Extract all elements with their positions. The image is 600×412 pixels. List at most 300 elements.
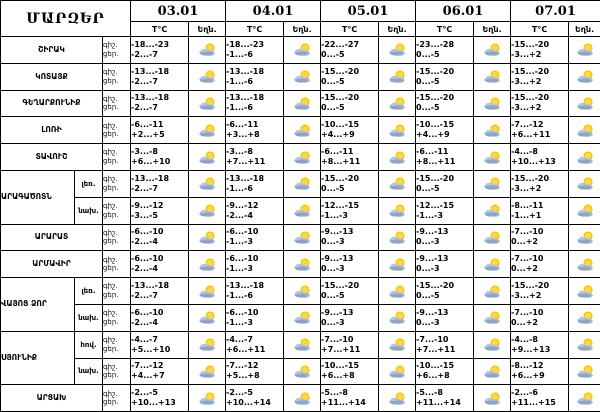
partly-cloudy-sun-icon <box>474 197 511 224</box>
day-temperature: -2...-4 <box>226 211 283 221</box>
temperature-range <box>131 170 189 197</box>
day-temperature: 0...-5 <box>416 50 473 60</box>
day-temperature: -2...-7 <box>131 184 188 194</box>
temperature-range <box>321 117 379 144</box>
partly-cloudy-sun-icon <box>379 170 416 197</box>
partly-cloudy-sun-icon <box>474 224 511 251</box>
night-temperature: -15...-20 <box>511 281 568 291</box>
night-temperature: -9...-13 <box>416 254 473 264</box>
region-row <box>1 90 600 117</box>
day-temperature: +3...+8 <box>226 130 283 140</box>
partly-cloudy-sun-icon <box>284 304 321 331</box>
night-temperature: -4...-7 <box>226 335 283 345</box>
night-temperature: -15...-20 <box>511 67 568 77</box>
night-label: գիշ. <box>103 41 130 50</box>
temperature-range <box>416 90 474 117</box>
night-temperature: -6...-10 <box>226 227 283 237</box>
region-row <box>1 63 600 90</box>
temperature-range <box>321 170 379 197</box>
partly-cloudy-sun-icon <box>379 331 416 358</box>
partly-cloudy-sun-icon <box>569 224 600 251</box>
partly-cloudy-sun-icon <box>284 251 321 278</box>
subregion-label: հով. <box>75 331 103 358</box>
day-temperature: -1...-6 <box>226 50 283 60</box>
partly-cloudy-sun-icon <box>569 144 600 171</box>
night-temperature: -10...-15 <box>321 120 378 130</box>
night-label: գիշ. <box>103 68 130 77</box>
region-row <box>1 117 600 144</box>
day-label: ցեր. <box>103 211 130 220</box>
day-temperature: -2...-7 <box>131 77 188 87</box>
day-temperature: -1...-6 <box>226 184 283 194</box>
temperature-range <box>416 170 474 197</box>
partly-cloudy-sun-icon <box>284 63 321 90</box>
partly-cloudy-sun-icon <box>474 37 511 64</box>
weather-column-header: Եղն. <box>189 22 226 37</box>
region-row <box>1 278 600 305</box>
day-label: ցեր. <box>103 77 130 86</box>
region-name: ՎԱՅՈՑ ՁՈՐ <box>1 278 75 332</box>
partly-cloudy-sun-icon <box>474 90 511 117</box>
temperature-range <box>226 251 284 278</box>
day-temperature: -2...-4 <box>131 318 188 328</box>
day-temperature: +4...+9 <box>321 130 378 140</box>
date-header: 03.01 <box>131 1 226 22</box>
day-temperature: +10...+13 <box>131 398 188 408</box>
temperature-range <box>416 197 474 224</box>
day-temperature: 0...-5 <box>416 103 473 113</box>
partly-cloudy-sun-icon <box>189 90 226 117</box>
temperature-range <box>416 117 474 144</box>
night-temperature: -13...-18 <box>131 174 188 184</box>
temperature-range <box>131 37 189 64</box>
day-temperature: 0...-5 <box>416 291 473 301</box>
region-row <box>1 37 600 64</box>
partly-cloudy-sun-icon <box>284 117 321 144</box>
night-temperature: -15...-20 <box>321 93 378 103</box>
region-name: ԱՐՑԱԽ <box>1 385 103 412</box>
partly-cloudy-sun-icon <box>284 144 321 171</box>
day-temperature: -3...+2 <box>511 50 568 60</box>
day-temperature: +8...+11 <box>321 157 378 167</box>
day-temperature: -3...+2 <box>511 291 568 301</box>
period-labels <box>103 144 131 171</box>
temperature-column-header: T°C <box>511 22 569 37</box>
day-temperature: -3...+2 <box>511 184 568 194</box>
day-temperature: 0...-5 <box>321 103 378 113</box>
date-header: 04.01 <box>226 1 321 22</box>
night-temperature: -7...-12 <box>131 361 188 371</box>
night-temperature: -15...-20 <box>511 93 568 103</box>
partly-cloudy-sun-icon <box>189 144 226 171</box>
temperature-range <box>226 63 284 90</box>
day-temperature: +2...+5 <box>131 130 188 140</box>
temperature-range <box>226 331 284 358</box>
night-temperature: -13...-18 <box>131 67 188 77</box>
region-name: ԳԵՂԱՐՔՈՒՆԻՔ <box>1 90 103 117</box>
night-temperature: -13...-18 <box>226 281 283 291</box>
partly-cloudy-sun-icon <box>474 117 511 144</box>
day-temperature: -1...-3 <box>226 237 283 247</box>
night-temperature: -7...-10 <box>416 335 473 345</box>
night-temperature: -4...-8 <box>511 147 568 157</box>
partly-cloudy-sun-icon <box>284 37 321 64</box>
partly-cloudy-sun-icon <box>474 144 511 171</box>
partly-cloudy-sun-icon <box>189 37 226 64</box>
night-temperature: -9...-12 <box>131 201 188 211</box>
region-row <box>1 170 600 197</box>
night-temperature: -9...-13 <box>321 254 378 264</box>
temperature-range <box>131 117 189 144</box>
temperature-range <box>511 251 569 278</box>
day-temperature: +6...+11 <box>511 130 568 140</box>
day-temperature: -2...-7 <box>131 291 188 301</box>
day-label: ցեր. <box>103 184 130 193</box>
temperature-range <box>131 90 189 117</box>
day-temperature: 0...-3 <box>321 264 378 274</box>
partly-cloudy-sun-icon <box>189 278 226 305</box>
night-temperature: -13...-18 <box>226 174 283 184</box>
temperature-range <box>511 117 569 144</box>
temperature-range <box>416 385 474 412</box>
partly-cloudy-sun-icon <box>284 90 321 117</box>
region-name: ԱՐԱՐԱՏ <box>1 224 103 251</box>
night-temperature: -15...-20 <box>321 281 378 291</box>
day-temperature: +4...+9 <box>416 130 473 140</box>
partly-cloudy-sun-icon <box>379 304 416 331</box>
region-name: ՇԻՐԱԿ <box>1 37 103 64</box>
night-label: գիշ. <box>103 202 130 211</box>
partly-cloudy-sun-icon <box>379 144 416 171</box>
day-label: ցեր. <box>103 237 130 246</box>
night-temperature: -3...-8 <box>226 147 283 157</box>
temperature-range <box>416 331 474 358</box>
day-temperature: -2...-4 <box>131 264 188 274</box>
temperature-range <box>321 144 379 171</box>
temperature-range <box>131 144 189 171</box>
night-temperature: -15...-20 <box>511 40 568 50</box>
partly-cloudy-sun-icon <box>189 63 226 90</box>
temperature-range <box>226 385 284 412</box>
temperature-range <box>226 144 284 171</box>
period-labels <box>103 90 131 117</box>
temperature-range <box>416 37 474 64</box>
day-temperature: -2...-7 <box>131 103 188 113</box>
subregion-label: նախ. <box>75 358 103 385</box>
day-temperature: +8...+11 <box>416 157 473 167</box>
day-label: ցեր. <box>103 318 130 327</box>
day-label: ցեր. <box>103 264 130 273</box>
night-temperature: -6...-10 <box>131 227 188 237</box>
night-temperature: -9...-13 <box>416 308 473 318</box>
partly-cloudy-sun-icon <box>569 37 600 64</box>
day-temperature: +11...+14 <box>416 398 473 408</box>
night-temperature: -15...-20 <box>321 174 378 184</box>
temperature-range <box>321 224 379 251</box>
night-label: գիշ. <box>103 95 130 104</box>
night-temperature: -15...-20 <box>321 67 378 77</box>
temperature-range <box>226 278 284 305</box>
day-temperature: -1...-6 <box>226 103 283 113</box>
night-temperature: -12...-15 <box>416 201 473 211</box>
partly-cloudy-sun-icon <box>284 197 321 224</box>
temperature-range <box>131 385 189 412</box>
temperature-range <box>131 278 189 305</box>
night-temperature: -13...-18 <box>131 281 188 291</box>
weather-column-header: Եղն. <box>474 22 511 37</box>
night-temperature: -9...-13 <box>416 227 473 237</box>
temperature-range <box>321 385 379 412</box>
day-temperature: -1...-6 <box>226 291 283 301</box>
day-temperature: -1...+1 <box>511 211 568 221</box>
temperature-range <box>226 90 284 117</box>
temperature-range <box>131 224 189 251</box>
day-temperature: +6...+8 <box>321 371 378 381</box>
temperature-column-header: T°C <box>416 22 474 37</box>
day-temperature: +11...+14 <box>321 398 378 408</box>
temperature-range <box>511 90 569 117</box>
partly-cloudy-sun-icon <box>474 170 511 197</box>
temperature-range <box>416 278 474 305</box>
day-temperature: 0...-5 <box>321 77 378 87</box>
temperature-range <box>416 304 474 331</box>
temperature-range <box>321 331 379 358</box>
night-label: գիշ. <box>103 175 130 184</box>
day-temperature: 0...-3 <box>416 237 473 247</box>
night-temperature: -12...-15 <box>321 201 378 211</box>
partly-cloudy-sun-icon <box>379 37 416 64</box>
day-temperature: 0...-3 <box>321 237 378 247</box>
weather-column-header: Եղն. <box>284 22 321 37</box>
night-temperature: -7...-12 <box>226 361 283 371</box>
day-temperature: +10...+14 <box>226 398 283 408</box>
day-label: ցեր. <box>103 371 130 380</box>
partly-cloudy-sun-icon <box>474 251 511 278</box>
day-temperature: +7...+11 <box>226 157 283 167</box>
subregion-label: լեռ. <box>75 278 103 305</box>
temperature-column-header: T°C <box>131 22 189 37</box>
region-name: ԱՐԱԳԱԾՈՏՆ <box>1 170 75 224</box>
day-temperature: -1...-6 <box>226 77 283 87</box>
temperature-range <box>511 278 569 305</box>
period-labels <box>103 224 131 251</box>
night-temperature: -2...-6 <box>511 388 568 398</box>
region-name: ՏԱՎՈՒՇ <box>1 144 103 171</box>
weather-column-header: Եղն. <box>379 22 416 37</box>
temperature-range <box>226 37 284 64</box>
region-name: ԱՐՄԱՎԻՐ <box>1 251 103 278</box>
temperature-range <box>321 63 379 90</box>
night-temperature: -7...-10 <box>511 227 568 237</box>
night-label: գիշ. <box>103 309 130 318</box>
night-temperature: -13...-18 <box>226 67 283 77</box>
temperature-range <box>511 63 569 90</box>
date-header: 06.01 <box>416 1 511 22</box>
night-temperature: -10...-15 <box>416 361 473 371</box>
temperature-range <box>131 358 189 385</box>
date-header: 05.01 <box>321 1 416 22</box>
temperature-range <box>226 197 284 224</box>
subregion-label: լեռ. <box>75 170 103 197</box>
partly-cloudy-sun-icon <box>569 278 600 305</box>
day-temperature: +6...+9 <box>511 371 568 381</box>
temperature-range <box>131 304 189 331</box>
partly-cloudy-sun-icon <box>189 304 226 331</box>
region-name: ՍՅՈՒՆԻՔ <box>1 331 75 385</box>
day-temperature: +7...+11 <box>416 345 473 355</box>
day-label: ցեր. <box>103 345 130 354</box>
temperature-range <box>511 304 569 331</box>
temperature-range <box>131 331 189 358</box>
day-label: ցեր. <box>103 50 130 59</box>
temperature-range <box>321 197 379 224</box>
night-temperature: -9...-13 <box>321 227 378 237</box>
day-temperature: 0...-5 <box>321 291 378 301</box>
period-labels <box>103 304 131 331</box>
night-temperature: -6...-10 <box>131 308 188 318</box>
region-name: ԼՈՌԻ <box>1 117 103 144</box>
partly-cloudy-sun-icon <box>569 331 600 358</box>
day-temperature: 0...-3 <box>416 264 473 274</box>
region-name: ԿՈՏԱՅՔ <box>1 63 103 90</box>
temperature-range <box>416 144 474 171</box>
partly-cloudy-sun-icon <box>569 170 600 197</box>
day-label: ցեր. <box>103 103 130 112</box>
temperature-column-header: T°C <box>226 22 284 37</box>
partly-cloudy-sun-icon <box>474 304 511 331</box>
partly-cloudy-sun-icon <box>189 251 226 278</box>
day-temperature: +6...+8 <box>416 371 473 381</box>
day-label: ցեր. <box>103 130 130 139</box>
partly-cloudy-sun-icon <box>284 358 321 385</box>
period-labels <box>103 170 131 197</box>
night-temperature: -6...-10 <box>226 308 283 318</box>
temperature-range <box>511 144 569 171</box>
temperature-range <box>131 251 189 278</box>
day-temperature: 0...-5 <box>416 184 473 194</box>
partly-cloudy-sun-icon <box>189 197 226 224</box>
temperature-column-header: T°C <box>321 22 379 37</box>
day-temperature: -2...-4 <box>131 237 188 247</box>
temperature-range <box>321 37 379 64</box>
night-temperature: -7...-10 <box>511 308 568 318</box>
partly-cloudy-sun-icon <box>474 331 511 358</box>
temperature-range <box>321 304 379 331</box>
region-row <box>1 251 600 278</box>
partly-cloudy-sun-icon <box>474 278 511 305</box>
partly-cloudy-sun-icon <box>569 63 600 90</box>
partly-cloudy-sun-icon <box>284 170 321 197</box>
partly-cloudy-sun-icon <box>189 331 226 358</box>
night-temperature: -18...-23 <box>131 40 188 50</box>
partly-cloudy-sun-icon <box>569 197 600 224</box>
night-temperature: -15...-20 <box>511 174 568 184</box>
partly-cloudy-sun-icon <box>569 358 600 385</box>
day-temperature: 0...+2 <box>511 264 568 274</box>
night-temperature: -2...-5 <box>226 388 283 398</box>
temperature-range <box>511 170 569 197</box>
night-temperature: -13...-18 <box>131 93 188 103</box>
night-temperature: -6...-11 <box>131 120 188 130</box>
partly-cloudy-sun-icon <box>189 385 226 412</box>
day-temperature: -3...+2 <box>511 77 568 87</box>
temperature-range <box>511 385 569 412</box>
period-labels <box>103 37 131 64</box>
day-temperature: 0...-3 <box>321 318 378 328</box>
night-temperature: -6...-11 <box>416 147 473 157</box>
day-temperature: +10...+13 <box>511 157 568 167</box>
night-temperature: -6...-11 <box>226 120 283 130</box>
night-temperature: -15...-20 <box>416 174 473 184</box>
partly-cloudy-sun-icon <box>284 385 321 412</box>
temperature-range <box>416 224 474 251</box>
temperature-range <box>226 304 284 331</box>
night-label: գիշ. <box>103 282 130 291</box>
night-temperature: -7...-10 <box>511 254 568 264</box>
night-temperature: -8...-11 <box>511 201 568 211</box>
partly-cloudy-sun-icon <box>379 63 416 90</box>
subregion-label: նախ. <box>75 304 103 331</box>
temperature-range <box>511 331 569 358</box>
temperature-range <box>416 63 474 90</box>
night-temperature: -3...-8 <box>131 147 188 157</box>
period-labels <box>103 117 131 144</box>
day-temperature: 0...-5 <box>321 184 378 194</box>
temperature-range <box>321 251 379 278</box>
partly-cloudy-sun-icon <box>379 358 416 385</box>
partly-cloudy-sun-icon <box>569 90 600 117</box>
temperature-range <box>511 197 569 224</box>
night-temperature: -15...-20 <box>416 93 473 103</box>
partly-cloudy-sun-icon <box>569 251 600 278</box>
night-label: գիշ. <box>103 122 130 131</box>
night-temperature: -2...-5 <box>131 388 188 398</box>
day-temperature: -1...-3 <box>416 211 473 221</box>
partly-cloudy-sun-icon <box>474 385 511 412</box>
temperature-range <box>416 251 474 278</box>
region-row <box>1 331 600 358</box>
partly-cloudy-sun-icon <box>474 63 511 90</box>
night-temperature: -8...-12 <box>511 361 568 371</box>
period-labels <box>103 251 131 278</box>
temperature-range <box>321 278 379 305</box>
partly-cloudy-sun-icon <box>189 117 226 144</box>
temperature-range <box>131 197 189 224</box>
partly-cloudy-sun-icon <box>379 197 416 224</box>
day-temperature: +11...+15 <box>511 398 568 408</box>
temperature-range <box>226 117 284 144</box>
partly-cloudy-sun-icon <box>379 90 416 117</box>
partly-cloudy-sun-icon <box>569 117 600 144</box>
day-temperature: +4...+7 <box>131 371 188 381</box>
night-temperature: -5...-8 <box>416 388 473 398</box>
night-temperature: -6...-11 <box>321 147 378 157</box>
partly-cloudy-sun-icon <box>189 224 226 251</box>
weather-column-header: Եղն. <box>569 22 600 37</box>
partly-cloudy-sun-icon <box>284 224 321 251</box>
day-temperature: +6...+11 <box>226 345 283 355</box>
day-temperature: 0...-5 <box>416 77 473 87</box>
region-row <box>1 304 600 331</box>
region-row <box>1 197 600 224</box>
night-temperature: -9...-13 <box>321 308 378 318</box>
partly-cloudy-sun-icon <box>569 304 600 331</box>
day-label: ցեր. <box>103 157 130 166</box>
day-temperature: 0...+2 <box>511 237 568 247</box>
subregion-label: նախ. <box>75 197 103 224</box>
temperature-range <box>226 224 284 251</box>
temperature-range <box>226 358 284 385</box>
